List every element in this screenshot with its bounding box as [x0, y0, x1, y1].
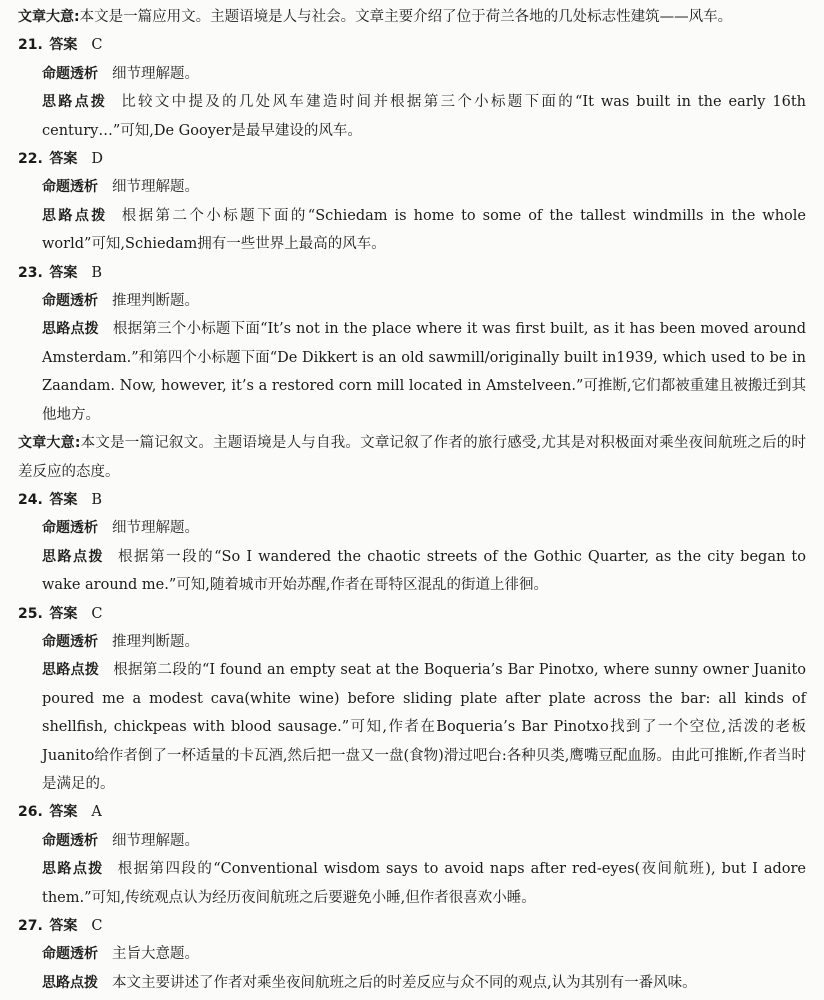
- answer-letter: A: [91, 804, 102, 821]
- question-24-hint: [18, 543, 806, 600]
- answer-label: 答案: [49, 918, 78, 934]
- question-23-hint: [18, 315, 806, 429]
- hint-text: 根据第一段的“So I wandered the chaotic streets of the Gothic Quarter, as the city began to wake around me.”可知,随着城市开始苏醒,作者在哥特区混乱的街道上徘徊。: [42, 548, 806, 594]
- article-summary-1: [18, 3, 806, 31]
- answer-letter: B: [91, 264, 103, 281]
- question-26-hint: [18, 855, 806, 912]
- hint-text: 根据第三个小标题下面“It’s not in the place where it was first built, as it has been moved around Amsterdam.”和第四个小标题下面“De Dikkert is an old sawmill/originally built in1939, which used to be in Zaandam. Now, however, it’s a restored corn mill located in Amstelveen.”可推断,它们都被重建且被搬迁到其他地方。: [42, 321, 807, 423]
- question-number: 26.: [18, 804, 43, 821]
- question-number: 22.: [18, 151, 43, 168]
- question-27-analysis: [18, 940, 806, 968]
- hint-text: 比较文中提及的几处风车建造时间并根据第三个小标题下面的“It was built in the early 16th century…”可知,De Gooyer是最早建设的风车。: [42, 94, 807, 139]
- answer-letter: C: [91, 605, 103, 622]
- question-27-hint: [18, 969, 806, 997]
- question-27-answer: [18, 912, 806, 940]
- question-22-hint: [18, 202, 806, 259]
- answer-label: 答案: [49, 264, 78, 281]
- question-21-analysis: [18, 60, 806, 88]
- summary-text: 本文是一篇记叙文。主题语境是人与自我。文章记叙了作者的旅行感受,尤其是对积极面对乘坐夜间航班之后的时差反应的态度。: [18, 435, 806, 480]
- answer-label: 答案: [49, 804, 78, 821]
- hint-label: 思路点拨: [42, 94, 108, 111]
- hint-label: 思路点拨: [42, 974, 98, 991]
- question-23-answer: [18, 259, 806, 287]
- analysis-text: 主旨大意题。: [112, 946, 199, 963]
- analysis-label: 命题透析: [42, 946, 98, 963]
- question-number: 24.: [18, 491, 43, 508]
- hint-text: 根据第二段的“I found an empty seat at the Boqueria’s Bar Pinotxo, where sunny owner Juanito poured me a modest cava(white wine) before sliding plate after plate across the bar: all kinds of shellfish, chickpeas with blood sausage.”可知,作者在Boqueria’s Bar Pinotxo找到了一个空位,活泼的老板Juanito给作者倒了一杯适量的卡瓦酒,然后把一盘又一盘(食物)滑过吧台:各种贝类,鹰嘴豆配血肠。由此可推断,作者当时是满足的。: [42, 662, 806, 792]
- question-21-answer: [18, 31, 806, 59]
- summary-label: 文章大意:: [18, 435, 81, 452]
- hint-label: 思路点拨: [42, 548, 105, 565]
- analysis-text: 细节理解题。: [112, 179, 199, 196]
- question-23-analysis: [18, 287, 806, 315]
- analysis-text: 推理判断题。: [112, 293, 199, 310]
- analysis-label: 命题透析: [42, 293, 98, 310]
- hint-label: 思路点拨: [42, 207, 108, 224]
- answer-letter: C: [91, 918, 103, 934]
- analysis-text: 推理判断题。: [112, 633, 199, 650]
- hint-label: 思路点拨: [42, 321, 99, 338]
- question-24-answer: [18, 486, 806, 514]
- article-summary-2: [18, 429, 806, 486]
- hint-text: 根据第二个小标题下面的“Schiedam is home to some of the tallest windmills in the whole world”可知,Schiedam拥有一些世界上最高的风车。: [42, 207, 806, 253]
- analysis-text: 细节理解题。: [112, 832, 199, 849]
- question-number: 25.: [18, 605, 43, 622]
- question-25-analysis: [18, 628, 806, 656]
- answer-letter: C: [91, 37, 103, 54]
- analysis-label: 命题透析: [42, 179, 98, 196]
- hint-text: 本文主要讲述了作者对乘坐夜间航班之后的时差反应与众不同的观点,认为其别有一番风味。: [112, 974, 697, 991]
- analysis-text: 细节理解题。: [112, 520, 199, 537]
- hint-label: 思路点拨: [42, 861, 104, 878]
- summary-text: 本文是一篇应用文。主题语境是人与社会。文章主要介绍了位于荷兰各地的几处标志性建筑——风车。: [79, 9, 733, 25]
- question-number: 23.: [18, 264, 43, 281]
- answer-label: 答案: [49, 37, 78, 54]
- summary-label: 文章大意:: [18, 9, 80, 25]
- hint-label: 思路点拨: [42, 662, 100, 679]
- analysis-label: 命题透析: [42, 520, 98, 537]
- answer-letter: D: [91, 151, 104, 168]
- analysis-text: 细节理解题。: [112, 65, 199, 82]
- question-26-answer: [18, 798, 806, 826]
- answer-letter: B: [91, 491, 103, 508]
- answer-label: 答案: [49, 151, 78, 168]
- question-21-hint: [18, 88, 806, 145]
- analysis-label: 命题透析: [42, 633, 98, 650]
- analysis-label: 命题透析: [42, 832, 98, 849]
- answer-label: 答案: [49, 605, 78, 622]
- question-25-hint: [18, 656, 806, 798]
- question-number: 27.: [18, 918, 43, 934]
- question-24-analysis: [18, 514, 806, 542]
- question-22-answer: [18, 145, 806, 173]
- answer-label: 答案: [49, 491, 78, 508]
- question-number: 21.: [18, 37, 43, 54]
- question-22-analysis: [18, 173, 806, 201]
- analysis-label: 命题透析: [42, 65, 98, 82]
- question-25-answer: [18, 600, 806, 628]
- hint-text: 根据第四段的“Conventional wisdom says to avoid naps after red-eyes(夜间航班), but I adore them.”可知,传统观点认为经历夜间航班之后要避免小睡,但作者很喜欢小睡。: [42, 861, 807, 906]
- question-26-analysis: [18, 827, 806, 855]
